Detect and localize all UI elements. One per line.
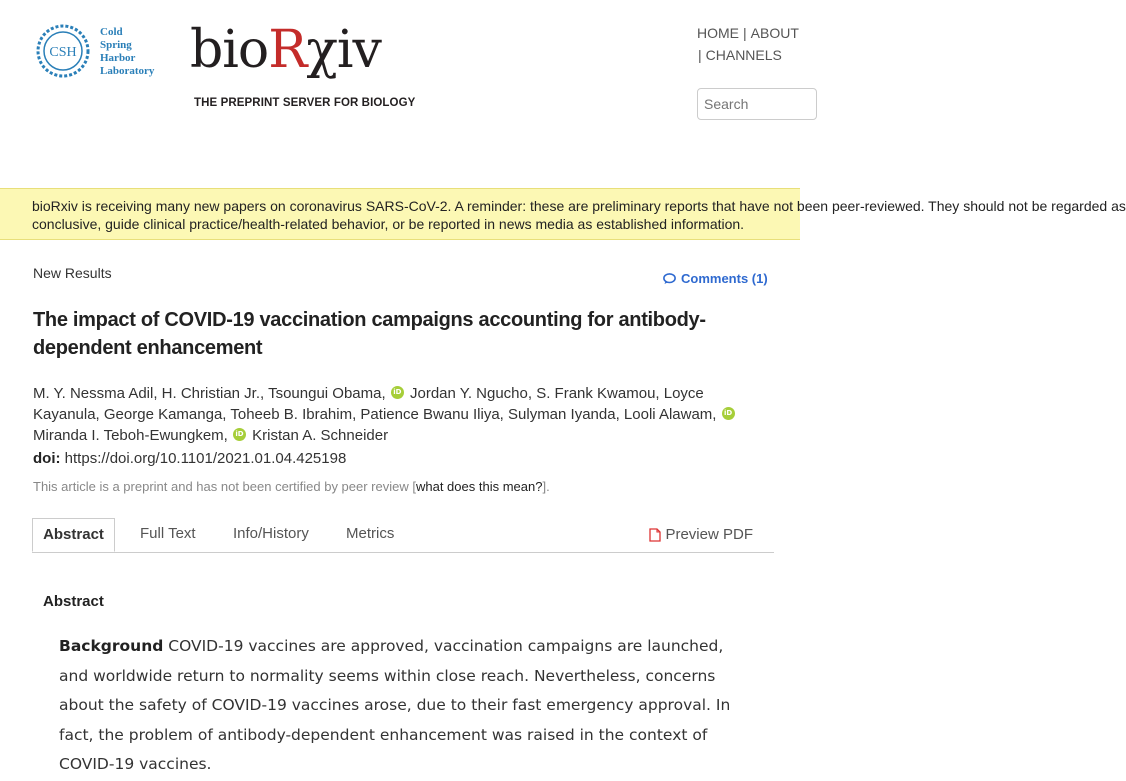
brand-name-post: χiv — [306, 20, 381, 80]
brand-name-pre: bio — [190, 20, 269, 80]
preprint-note — [33, 479, 550, 494]
brand-name-r: R — [268, 20, 307, 80]
banner-text — [32, 197, 1126, 233]
tab-info-history[interactable]: Info/History — [233, 525, 309, 542]
tab-full-text[interactable]: Full Text — [140, 525, 196, 542]
article-section-label: New Results — [33, 265, 112, 281]
author-group: Jordan Y. Ngucho, S. Frank Kwamou, Loyce Kayanula, George Kamanga, Toheeb B. Ibrahim, Patience Bwanu Iliya, Sulyman Iyanda, Looli Alawam, — [33, 385, 717, 423]
doi-label: doi: — [33, 450, 61, 467]
pdf-file-icon — [649, 528, 661, 542]
abstract-body: COVID-19 vaccines are approved, vaccination campaigns are launched, and worldwide return to normality seems within close reach. Nevertheless, concerns about the safety of COVID-19 vaccines arose, due to their fast emergency approval. In fact, the problem of antibody-dependent enhancement was raised in the context of COVID-19 vaccines. — [59, 637, 731, 773]
nav-separator: | — [743, 25, 747, 41]
search-input[interactable] — [697, 88, 817, 120]
csh-name-line: Cold — [100, 26, 123, 38]
author-group: Kristan A. Schneider — [252, 427, 389, 444]
nav-home-link[interactable]: HOME — [697, 25, 739, 41]
nav-channels-link[interactable]: CHANNELS — [705, 47, 782, 63]
nav-about-link[interactable]: ABOUT — [750, 25, 799, 41]
what-does-this-mean-link[interactable]: what does this mean? — [415, 479, 543, 494]
brand-tagline: THE PREPRINT SERVER FOR BIOLOGY — [194, 97, 416, 109]
comments-link[interactable] — [663, 271, 768, 286]
comment-bubble-icon — [663, 273, 676, 285]
abstract-heading: Abstract — [43, 593, 104, 610]
csh-name — [100, 26, 154, 78]
top-nav — [697, 22, 799, 66]
csh-name-line: Laboratory — [100, 65, 155, 77]
orcid-icon[interactable] — [233, 428, 246, 441]
author-group: Miranda I. Teboh-Ewungkem, — [33, 427, 228, 444]
abstract-text — [59, 632, 749, 780]
banner-line-2: conclusive, guide clinical practice/health-related behavior, or be reported in news media as established information. — [32, 216, 745, 232]
preview-pdf-link[interactable] — [649, 518, 753, 552]
doi-line — [33, 450, 346, 467]
tab-abstract[interactable]: Abstract — [32, 518, 115, 552]
abstract-lead: Background — [59, 637, 164, 655]
csh-name-line: Harbor — [100, 52, 136, 64]
csh-name-line: Spring — [100, 39, 132, 51]
preprint-note-end: ]. — [542, 479, 550, 494]
article-title: The impact of COVID-19 vaccination campaigns accounting for antibody-dependent enhancement — [33, 309, 706, 359]
brand-name — [190, 20, 430, 80]
preview-pdf-label: Preview PDF — [665, 526, 753, 543]
author-group: M. Y. Nessma Adil, H. Christian Jr., Tsoungui Obama, — [33, 385, 386, 402]
orcid-icon[interactable] — [722, 407, 735, 420]
notice-banner — [0, 188, 1126, 240]
author-list — [33, 383, 753, 446]
csh-logo[interactable] — [34, 22, 164, 84]
biorxiv-logo[interactable] — [190, 20, 430, 115]
nav-separator: | — [698, 47, 702, 63]
comments-label: Comments (1) — [681, 271, 768, 286]
csh-ring-icon — [34, 22, 92, 80]
article-tabs — [32, 518, 774, 553]
csh-abbr: CSH — [49, 45, 77, 60]
orcid-icon[interactable] — [391, 386, 404, 399]
tab-metrics[interactable]: Metrics — [346, 525, 395, 542]
banner-line-1: bioRxiv is receiving many new papers on coronavirus SARS-CoV-2. A reminder: these are preliminary reports that have not been peer-reviewed. They should not be regarded as — [32, 198, 1126, 214]
doi-link[interactable]: https://doi.org/10.1101/2021.01.04.425198 — [64, 450, 347, 467]
preprint-note-text: This article is a preprint and has not been certified by peer review [ — [33, 479, 416, 494]
